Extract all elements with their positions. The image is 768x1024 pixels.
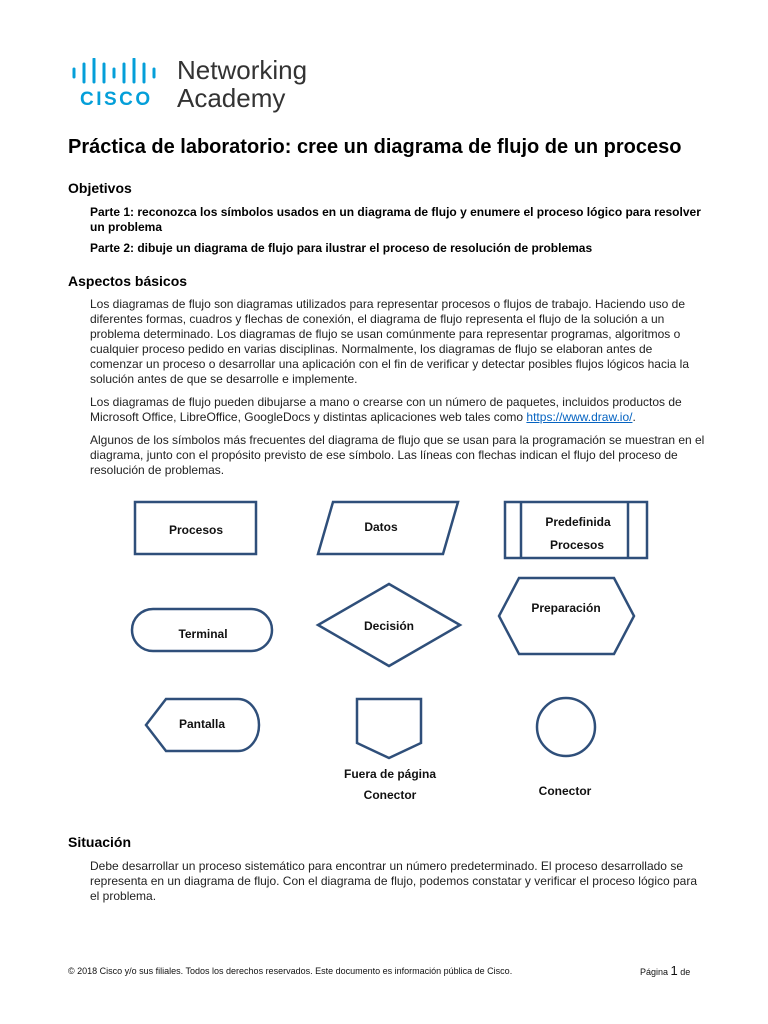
process-symbol-label: Procesos bbox=[168, 523, 224, 537]
predefined-label-2: Procesos bbox=[549, 538, 605, 552]
footer-page-label: Página bbox=[640, 967, 669, 977]
logo-title bbox=[177, 56, 307, 112]
objetivo-parte-2: Parte 2: dibuje un diagrama de flujo para ilustrar el proceso de resolución de problemas bbox=[90, 241, 593, 255]
footer-page bbox=[640, 963, 690, 978]
aspectos-paragraph-2 bbox=[90, 395, 706, 425]
cisco-wordmark: CISCO bbox=[80, 89, 153, 110]
drawio-link[interactable]: https://www.draw.io/ bbox=[526, 410, 633, 424]
footer-page-number: 1 bbox=[670, 963, 678, 978]
terminal-symbol-label: Terminal bbox=[178, 627, 228, 641]
aspectos-p2-text: Los diagramas de flujo pueden dibujarse a mano o crearse con un número de paquetes, incluidos productos de Microsoft Office, LibreOffice, GoogleDocs y distintas aplicaciones web tales como bbox=[90, 395, 682, 424]
offpage-caption-1: Fuera de página bbox=[343, 767, 437, 781]
situacion-heading: Situación bbox=[68, 834, 132, 850]
offpage-connector-symbol bbox=[357, 699, 421, 758]
page-title: Práctica de laboratorio: cree un diagrama de flujo de un proceso bbox=[68, 136, 682, 158]
objetivos-heading: Objetivos bbox=[68, 180, 132, 196]
aspectos-p2-end: . bbox=[632, 410, 636, 424]
predefined-label-1: Predefinida bbox=[545, 515, 611, 529]
footer-copyright: © 2018 Cisco y/o sus filiales. Todos los derechos reservados. Este documento es información pública de Cisco. bbox=[68, 966, 513, 976]
preparation-symbol bbox=[499, 578, 634, 654]
offpage-caption-2: Conector bbox=[363, 788, 417, 802]
connector-caption: Conector bbox=[538, 784, 592, 798]
data-symbol-label: Datos bbox=[364, 520, 398, 534]
preparation-symbol-label: Preparación bbox=[531, 601, 601, 615]
logo-title-line1: Networking bbox=[177, 55, 308, 85]
decision-symbol-label: Decisión bbox=[363, 619, 415, 633]
situacion-paragraph: Debe desarrollar un proceso sistemático para encontrar un número predeterminado. El proceso desarrollado se representa en un diagrama de flujo. Con el diagrama de flujo, podemos constatar y verificar el proceso lógico para el problema. bbox=[90, 859, 698, 903]
display-symbol-label: Pantalla bbox=[178, 717, 226, 731]
objetivo-parte-1: Parte 1: reconozca los símbolos usados en un diagrama de flujo y enumere el proceso lógico para resolver un problema bbox=[90, 205, 701, 234]
cisco-bars-logo-icon bbox=[72, 58, 167, 84]
connector-symbol bbox=[537, 698, 595, 756]
footer-page-of: de bbox=[680, 967, 691, 977]
aspectos-paragraph-1: Los diagramas de flujo son diagramas utilizados para representar procesos o flujos de trabajo. Haciendo uso de diferentes formas, cuadros y flechas de conexión, el diagrama de flujo representa el flujo de la solución a un problema determinado. Los diagramas de flujo se usan comúnmente para representar programas, algoritmos o cualquier proceso pedido en varias disciplinas. Normalmente, los diagramas de flujo se elaboran antes de comenzar un proceso o desarrollar una aplicación con el fin de verificar y detectar posibles flujos lógicos hacia la solución antes de que se desarrolle e implemente. bbox=[90, 297, 689, 386]
aspectos-paragraph-3: Algunos de los símbolos más frecuentes del diagrama de flujo que se usan para la programación se muestran en el diagrama, junto con el propósito previsto de ese símbolo. Las líneas con flechas indican el flujo del proceso de resolución de problemas. bbox=[90, 433, 705, 477]
flowchart-symbols-diagram bbox=[0, 480, 768, 820]
aspectos-heading: Aspectos básicos bbox=[68, 273, 188, 289]
logo-title-line2: Academy bbox=[177, 83, 286, 113]
